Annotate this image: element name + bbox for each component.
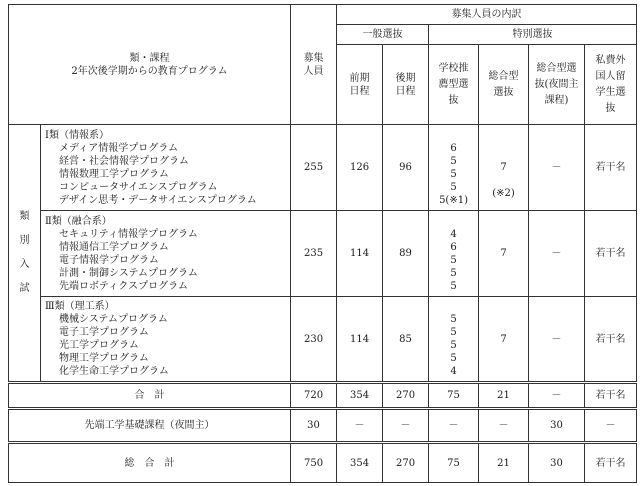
program-name: 計測・制御システムプログラム xyxy=(59,267,198,279)
program-name: 光工学プログラム xyxy=(59,340,139,351)
group-3-cell xyxy=(41,297,291,383)
group-title: Ⅰ類（情報系） xyxy=(45,129,109,141)
subtotal-comprehensive: 21 xyxy=(479,383,529,409)
group-comprehensive: 7 (※2) xyxy=(479,125,529,211)
group-late: 96 xyxy=(383,125,429,211)
total-comprehensive: 21 xyxy=(479,443,529,483)
program-name: デザイン思考・データサイエンスプログラム xyxy=(59,194,257,206)
group-intl: 若干名 xyxy=(585,125,637,211)
night-course-comprehensive: － xyxy=(479,409,529,443)
total-label: 総 合 計 xyxy=(9,443,291,483)
group-comprehensive: 7 xyxy=(479,297,529,383)
total-night: 30 xyxy=(529,443,585,483)
night-course-late: － xyxy=(383,409,429,443)
total-school-rec: 75 xyxy=(429,443,479,483)
program-name: 電子情報学プログラム xyxy=(59,254,159,266)
school-rec-header: 学校推薦型選抜 xyxy=(429,45,479,125)
group-night: － xyxy=(529,297,585,383)
subtotal-label: 合 計 xyxy=(9,383,291,409)
total-capacity: 750 xyxy=(291,443,337,483)
total-early: 354 xyxy=(337,443,383,483)
program-name: 情報数理工学プログラム xyxy=(59,168,169,180)
subtotal-night: － xyxy=(529,383,585,409)
category-subtitle: 2年次後学期からの教育プログラム xyxy=(71,65,228,77)
group-title: Ⅱ類（融合系） xyxy=(45,215,112,227)
group-school-rec: 5 5 5 5 4 xyxy=(429,297,479,383)
group-capacity: 230 xyxy=(291,297,337,383)
group-title: Ⅲ類（理工系） xyxy=(45,301,115,312)
subtotal-late: 270 xyxy=(383,383,429,409)
comprehensive-night-header: 総合型選抜(夜間主課程) xyxy=(529,45,585,125)
night-course-school-rec: － xyxy=(429,409,479,443)
group-late: 85 xyxy=(383,297,429,383)
night-course-intl: － xyxy=(585,409,637,443)
total-late: 270 xyxy=(383,443,429,483)
program-name: 情報通信工学プログラム xyxy=(59,241,169,253)
group-1-cell xyxy=(41,125,291,211)
group-early: 114 xyxy=(337,211,383,297)
group-school-rec: 4 6 5 5 5 xyxy=(429,211,479,297)
group-intl: 若干名 xyxy=(585,211,637,297)
private-intl-header: 私費外国人留学生選抜 xyxy=(585,45,637,125)
category-header xyxy=(9,5,291,125)
group-capacity: 255 xyxy=(291,125,337,211)
comprehensive-header: 総合型選抜 xyxy=(479,45,529,125)
group-late: 89 xyxy=(383,211,429,297)
total-row xyxy=(9,443,637,483)
night-course-capacity: 30 xyxy=(291,409,337,443)
early-header: 前期日程 xyxy=(337,45,383,125)
group-row-1 xyxy=(9,125,637,211)
group-early: 114 xyxy=(337,297,383,383)
group-intl: 若干名 xyxy=(585,297,637,383)
group-row-3 xyxy=(9,297,637,383)
program-name: セキュリティ情報学プログラム xyxy=(59,228,198,240)
program-name: 経営・社会情報学プログラム xyxy=(59,155,189,167)
program-name: 先端ロボティクスプログラム xyxy=(59,280,188,292)
subtotal-capacity: 720 xyxy=(291,383,337,409)
group-capacity: 235 xyxy=(291,211,337,297)
capacity-header: 募集人員 xyxy=(291,5,337,125)
group-2-cell xyxy=(41,211,291,297)
night-course-row xyxy=(9,409,637,443)
program-name: メディア情報学プログラム xyxy=(59,142,179,154)
special-header: 特別選抜 xyxy=(429,25,637,45)
group-early: 126 xyxy=(337,125,383,211)
program-name: 電子工学プログラム xyxy=(59,327,149,338)
program-name: 化学生命工学プログラム xyxy=(59,366,169,377)
header-row-1 xyxy=(9,5,637,25)
subtotal-school-rec: 75 xyxy=(429,383,479,409)
subtotal-row xyxy=(9,383,637,409)
group-comprehensive: 7 xyxy=(479,211,529,297)
general-header: 一般選抜 xyxy=(337,25,429,45)
breakdown-header: 募集人員の内訳 xyxy=(337,5,637,25)
section-label: 類別入試 xyxy=(9,125,41,383)
group-night: － xyxy=(529,125,585,211)
program-name: コンピュータサイエンスプログラム xyxy=(59,181,218,193)
night-course-night: 30 xyxy=(529,409,585,443)
program-name: 物理工学プログラム xyxy=(59,353,149,364)
group-night: － xyxy=(529,211,585,297)
late-header: 後期日程 xyxy=(383,45,429,125)
group-school-rec: 6 5 5 5 5(※1) xyxy=(429,125,479,211)
program-name: 機械システムプログラム xyxy=(59,314,168,325)
night-course-early: － xyxy=(337,409,383,443)
subtotal-intl: 若干名 xyxy=(585,383,637,409)
admissions-capacity-table xyxy=(8,4,637,483)
total-intl: 若干名 xyxy=(585,443,637,483)
night-course-label: 先端工学基礎課程（夜間主） xyxy=(9,409,291,443)
category-title: 類・課程 xyxy=(129,52,170,64)
subtotal-early: 354 xyxy=(337,383,383,409)
group-row-2 xyxy=(9,211,637,297)
comprehensive-note: (※2) xyxy=(492,188,515,199)
